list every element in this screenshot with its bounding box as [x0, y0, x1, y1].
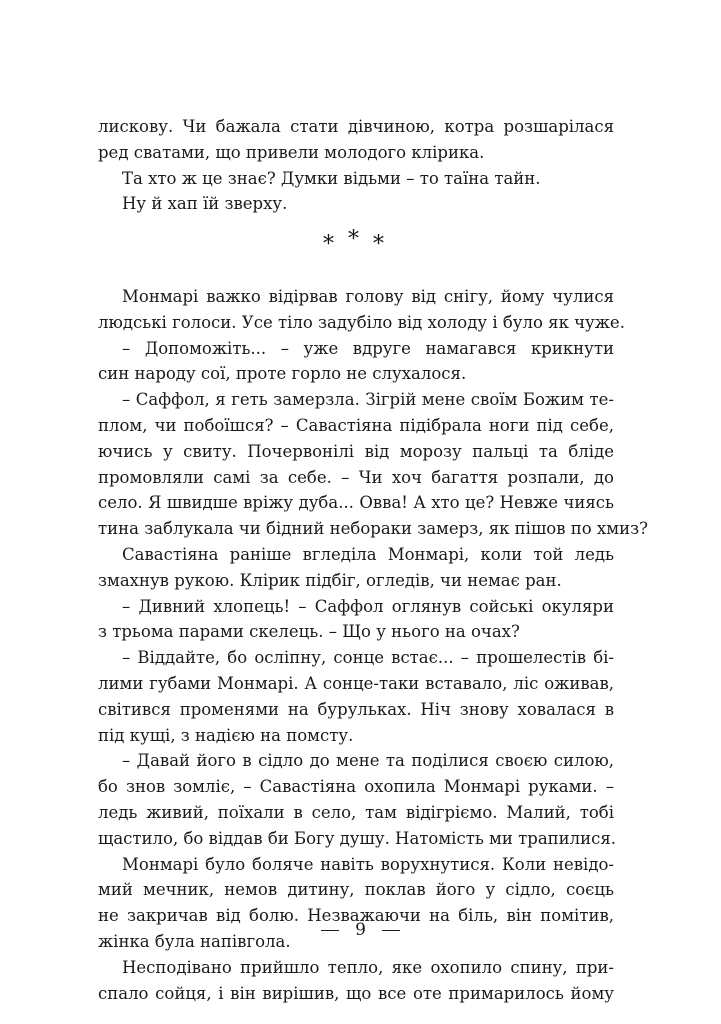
text-line: – Дивний хлопець! – Саффол оглянув сойські окуляри — [122, 596, 614, 616]
section-break-asterisks — [0, 227, 721, 257]
text-line: Ну й хап їй зверху. — [122, 194, 288, 214]
text-line: з трьома парами скелець. – Що у нього на очах? — [98, 622, 520, 642]
text-line: Несподівано прийшло тепло, яке охопило спину, при- — [122, 957, 614, 977]
text-line: Монмарі важко відірвав голову від снігу, йому чулися — [122, 287, 614, 306]
text-line: лискову. Чи бажала стати дівчиною, котра розшарілася — [98, 117, 614, 136]
text-line: ючись у свиту. Почервонілі від морозу пальці та бліде — [98, 441, 614, 461]
folio-dash-left — [321, 930, 339, 931]
text-line: лими губами Монмарі. А сонце-таки вставало, ліс оживав, — [98, 673, 614, 693]
text-line: село. Я швидше вріжу дуба... Овва! А хто це? Невже чиясь — [98, 493, 614, 513]
text-line: промовляли самі за себе. – Чи хоч багаття розпали, до — [98, 467, 614, 487]
text-line: не закричав від болю. Незважаючи на біль, він помітив, — [98, 906, 614, 926]
asterisk-middle: * — [348, 227, 373, 252]
text-block-main — [98, 284, 648, 1006]
text-line: – Саффол, я геть замерзла. Зігрій мене своїм Божим те- — [122, 390, 614, 410]
text-line: син народу сої, проте горло не слухалося. — [98, 364, 467, 384]
page-folio — [0, 920, 721, 940]
text-line: ред сватами, що привели молодого клірика. — [98, 142, 485, 162]
text-line: Та хто ж це знає? Думки відьми – то таїна тайн. — [122, 168, 541, 188]
text-line: – Віддайте, бо осліпну, сонце встає... – прошелестів бі- — [122, 648, 614, 668]
text-line: Монмарі було боляче навіть ворухнутися. Коли невідо- — [122, 854, 614, 874]
text-line: жінка була напівгола. — [98, 931, 291, 951]
text-line: – Давай його в сідло до мене та поділися своєю силою, — [122, 751, 614, 771]
folio-dash-right — [382, 930, 400, 931]
text-line: змахнув рукою. Клірик підбіг, огледів, чи немає ран. — [98, 570, 562, 590]
text-line: – Допоможіть... – уже вдруге намагався крикнути — [122, 338, 614, 358]
text-line: спало сойця, і він вирішив, що все оте примарилось йому — [98, 983, 614, 1003]
text-line: людські голоси. Усе тіло задубіло від холоду і було як чуже. — [98, 312, 625, 332]
asterisk-left: * — [323, 232, 348, 257]
text-line: Савастіяна раніше вгледіла Монмарі, коли той ледь — [122, 544, 614, 564]
text-line: бо знов зомліє, – Савастіяна охопила Монмарі руками. – — [98, 777, 614, 797]
text-line: плом, чи побоїшся? – Савастіяна підібрала ноги під себе, — [98, 415, 614, 435]
text-line: ледь живий, поїхали в село, там відігріємо. Малий, тобі — [98, 802, 614, 822]
text-block-top — [98, 114, 614, 217]
text-line: під кущі, з надією на помсту. — [98, 725, 354, 745]
asterisk-right: * — [373, 232, 398, 257]
text-line: щастило, бо віддав би Богу душу. Натомість ми трапилися. — [98, 828, 617, 848]
text-line: тина заблукала чи бідний небораки замерз, як пішов по хмиз? — [98, 519, 648, 539]
page-number: 9 — [355, 920, 366, 940]
text-line: мий мечник, немов дитину, поклав його у сідло, соєць — [98, 880, 614, 900]
text-line: світився променями на бурульках. Ніч знову ховалася в — [98, 699, 614, 719]
